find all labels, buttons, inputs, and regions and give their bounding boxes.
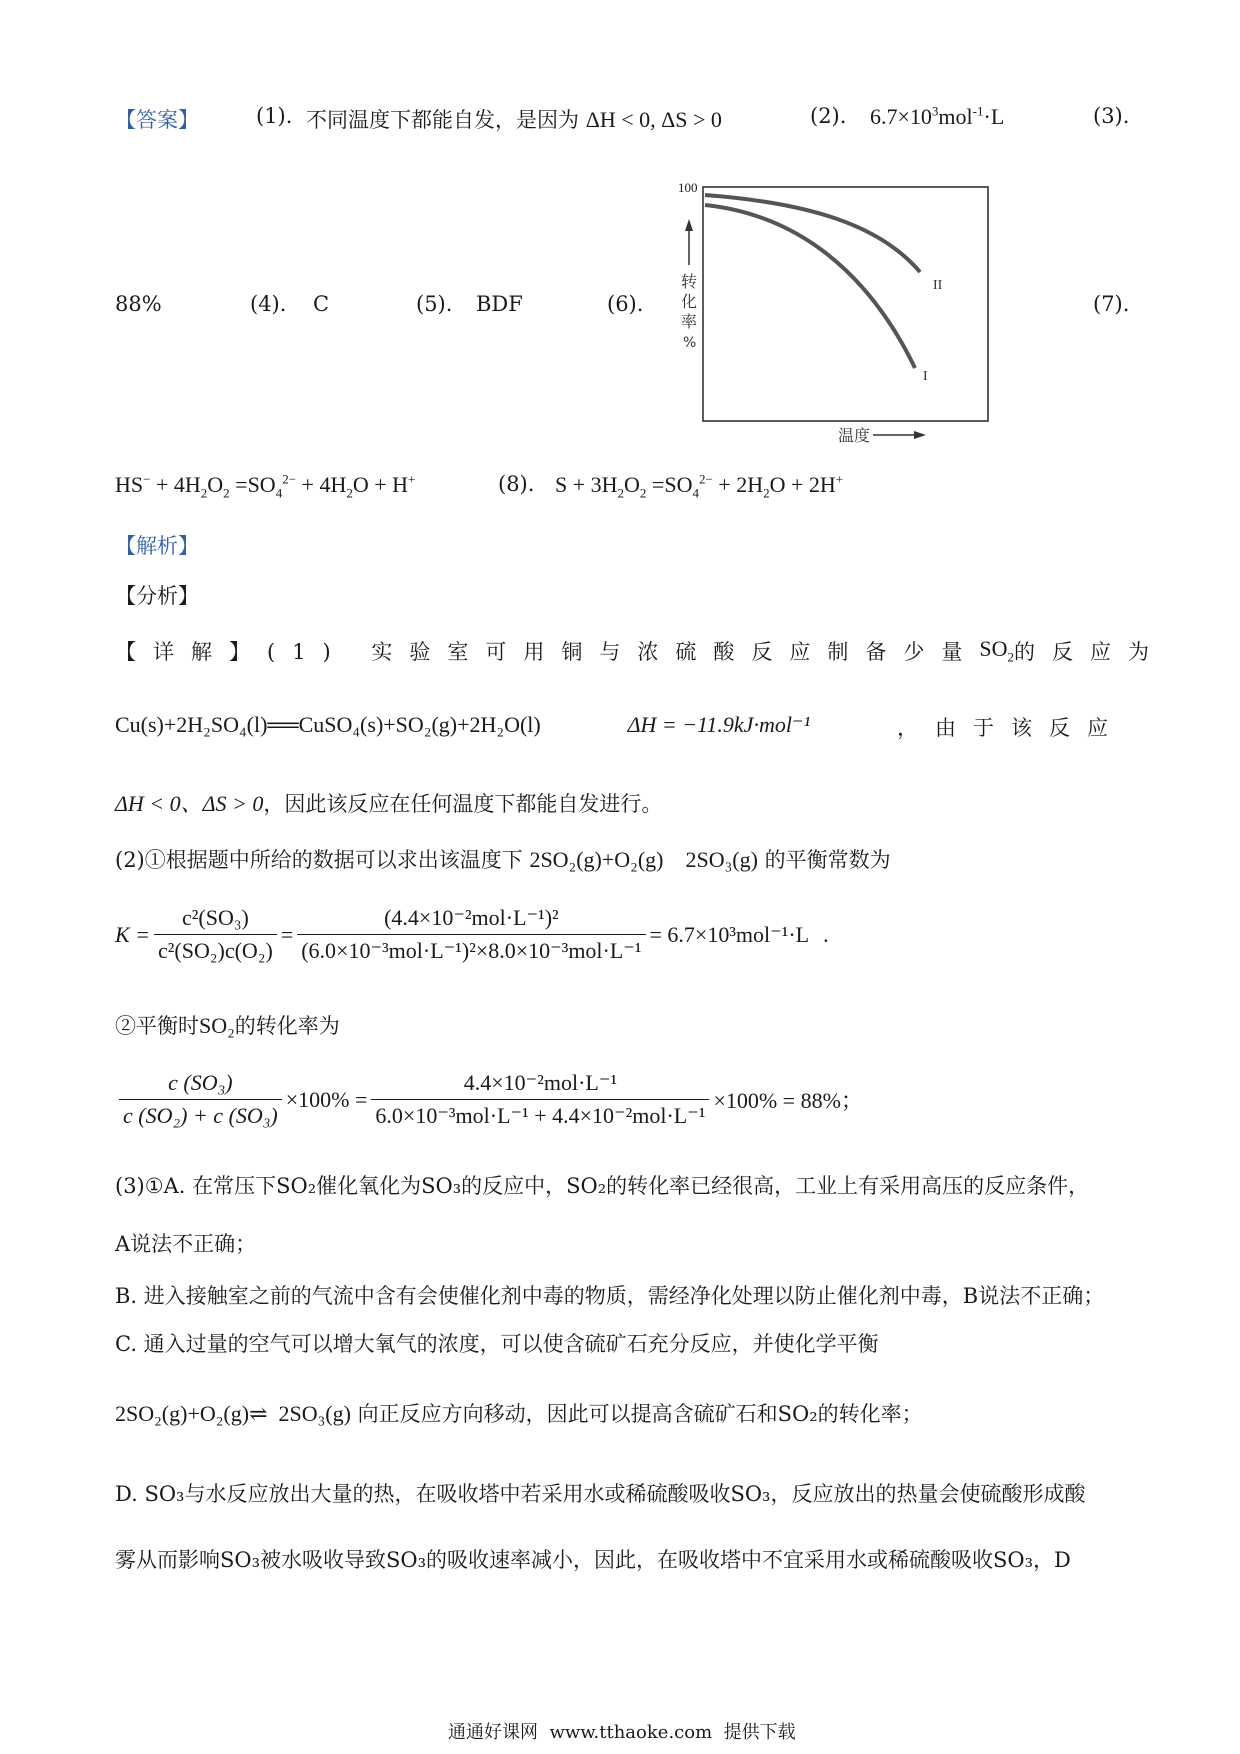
y-axis-label-3: 率 — [681, 312, 698, 331]
conversion-expression — [115, 1070, 863, 1129]
y-axis-label-2: 化 — [681, 292, 698, 311]
series-I-curve — [705, 205, 915, 368]
analysis-label: 【解析】 — [115, 534, 199, 558]
detail-3-line-1: (3)①A. 在常压下SO₂催化氧化为SO₃的反应中，SO₂的转化率已经很高，工业上有采用高压的反应条件， — [115, 1174, 1090, 1198]
page-footer: 通通好课网 www.tthaoke.com 提供下载 — [448, 1722, 796, 1743]
detail-3-line-3: B. 进入接触室之前的气流中含有会使催化剂中毒的物质，需经净化处理以防止催化剂中毒，B说法不正确； — [115, 1284, 1105, 1308]
equation-1-tail: ，由于该反应 — [897, 716, 1125, 740]
answer-3-value: 88% — [115, 292, 162, 316]
y-axis-label-1: 转 — [681, 272, 698, 291]
answer-8-number: (8). — [498, 472, 535, 496]
detail-line-3 — [115, 787, 662, 818]
answer-2-value: $6.7\times 10^3mol^{-1}\cdot L$ — [870, 103, 1005, 129]
series-II-label: II — [933, 278, 943, 293]
answer-8-equation: $S + 3H_2O_2 =SO_4^{2-} + 2H_2O + 2H^+$ — [555, 471, 844, 501]
conversion-fraction-2: $\frac{\text{4.4×10⁻²mol·L⁻¹}}{\text{6.0×10⁻³mol·L⁻¹ + 4.4×10⁻²mol·L⁻¹}}$ — [371, 1070, 709, 1129]
detail-label: 【详解】 — [115, 640, 267, 664]
k-result: = 6.7×10³mol⁻¹·L — [649, 921, 810, 947]
conversion-temperature-chart — [660, 175, 1000, 445]
conversion-fraction-1: $\frac{\text{c (SO₃)}}{\text{c (SO₂) + c (SO₃)}}$ — [119, 1070, 282, 1129]
y-arrow-head — [685, 219, 693, 231]
answer-1-text — [306, 104, 722, 134]
answer-6-number: (6). — [607, 292, 644, 316]
detail-3-line-4: C. 通入过量的空气可以增大氧气的浓度，可以使含硫矿石充分反应，并使化学平衡 — [115, 1332, 879, 1356]
equation-1-dh: ΔH = −11.9kJ·mol⁻¹ — [627, 712, 811, 737]
y-axis-label-4: % — [683, 335, 697, 351]
series-II-curve — [705, 195, 920, 272]
detail-line-2 — [115, 712, 1125, 742]
detail-1-so2: $SO_2$ — [979, 636, 1015, 665]
detail-3-line-7: 雾从而影响SO₃被水吸收导致SO₃的吸收速率减小，因此，在吸收塔中不宜采用水或稀硫酸吸收SO₃，D — [115, 1548, 1071, 1572]
answer-5-number: (5). — [416, 292, 453, 316]
answer-1-number: (1). — [256, 104, 293, 128]
k-lhs: K = — [115, 921, 151, 947]
answer-4-value: C — [313, 292, 330, 316]
detail-line-5 — [115, 1010, 340, 1040]
answer-3-number: (3). — [1093, 104, 1130, 128]
answer-7-equation: $HS^- + 4H_2O_2 =SO_4^{2-} + 4H_2O + H^+$ — [115, 471, 416, 501]
answer-5-value: BDF — [476, 292, 523, 316]
detail-1-condition: ΔH < 0、ΔS > 0 — [115, 791, 264, 816]
series-I-label: I — [923, 369, 928, 384]
detail-1-tail: 的反应为 — [1014, 640, 1167, 664]
detail-3-line-5 — [115, 1398, 923, 1428]
answer-4-number: (4). — [250, 292, 287, 316]
y-tick-100: 100 — [678, 180, 698, 195]
detail-line-4 — [115, 844, 891, 874]
detail-2b-so2: SO₂ — [199, 1013, 235, 1038]
detail-2b-text: ②平衡时 — [115, 1014, 199, 1038]
detail-line-1 — [115, 636, 1167, 666]
detail-2b-tail: 的转化率为 — [234, 1014, 340, 1038]
k-fraction-1: $\frac{\text{c²(SO₃)}}{\text{c²(SO₂)c(O₂)}}$ — [154, 905, 277, 964]
k-fraction-2: $\frac{\text{(4.4×10⁻²mol·L⁻¹)²}}{\text{(6.0×10⁻³mol·L⁻¹)²×8.0×10⁻³mol·L⁻¹}}$ — [297, 905, 645, 964]
answer-1-reason: 不同温度下都能自发，是因为 — [306, 108, 579, 132]
answer-2-number: (2). — [810, 104, 847, 128]
detail-3-line-6: D. SO₃与水反应放出大量的热，在吸收塔中若采用水或稀硫酸吸收SO₃，反应放出的热量会使硫酸形成酸 — [115, 1482, 1086, 1506]
fenxi-label: 【分析】 — [115, 584, 199, 608]
k-expression: K = $\frac{\text{c²(SO₃)}}{\text{c²(SO₂)c(O₂)}}$ = $\frac{\text{(4.4×10⁻²mol·L⁻¹)²}}{\text{(6.0×10⁻³mol·L⁻¹)²×8.0×10⁻³mol·L⁻¹}}$ = 6.7×10³mol⁻¹·L . — [115, 905, 829, 963]
conversion-result: ×100% = 88%； — [713, 1088, 863, 1113]
detail-1-conclusion: ，因此该反应在任何温度下都能自发进行。 — [263, 792, 663, 816]
answer-label: 【答案】 — [115, 108, 199, 132]
detail-1-text: (1) 实验室可用铜与浓硫酸反应制备少量 — [267, 640, 980, 664]
detail-3-line-5-tail: 向正反应方向移动，因此可以提高含硫矿石和SO₂的转化率； — [357, 1402, 923, 1426]
detail-3-line-2: A说法不正确； — [115, 1232, 257, 1256]
equilibrium-equation: 2SO₂(g)+O₂(g) 2SO₃(g) — [529, 847, 758, 872]
detail-2-text: (2)①根据题中所给的数据可以求出该温度下 — [115, 848, 523, 872]
x-axis-label: 温度 — [838, 426, 871, 445]
answer-7-number: (7). — [1093, 292, 1130, 316]
x-arrow-head — [914, 431, 926, 439]
answer-1-math: ΔH < 0, ΔS > 0 — [585, 107, 722, 132]
k-dot: . — [823, 921, 829, 947]
detail-3-equation: 2SO₂(g)+O₂(g)⇌ 2SO₃(g) — [115, 1401, 351, 1426]
conversion-mid: ×100% = — [285, 1086, 368, 1112]
detail-2-tail: 的平衡常数为 — [764, 848, 891, 872]
equation-1: Cu(s)+2H₂SO₄(l)══CuSO₄(s)+SO₂(g)+2H₂O(l) — [115, 712, 541, 737]
